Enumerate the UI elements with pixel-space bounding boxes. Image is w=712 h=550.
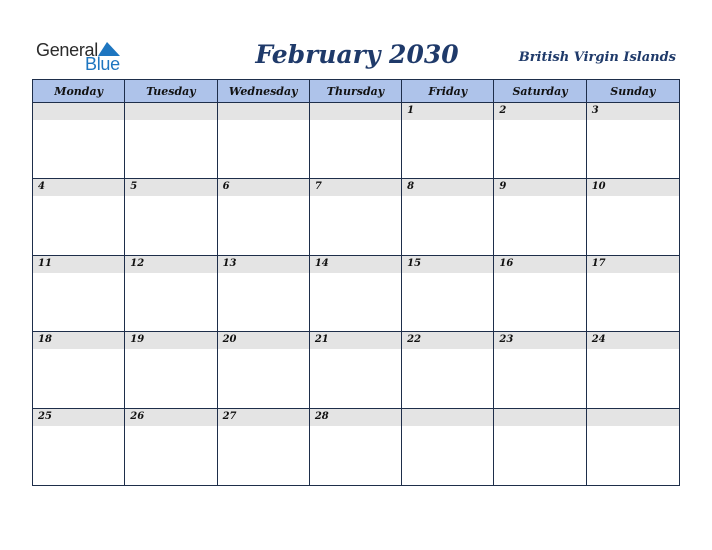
calendar-day-cell xyxy=(310,409,402,485)
day-number-band xyxy=(402,179,493,196)
weekday-header: Sunday xyxy=(587,80,679,103)
calendar-day-cell xyxy=(33,256,125,332)
calendar-day-cell xyxy=(402,332,494,408)
day-number: 24 xyxy=(591,334,606,346)
calendar-day-cell xyxy=(33,103,125,179)
day-number-band xyxy=(587,103,679,120)
calendar-day-cell xyxy=(587,332,679,408)
calendar-day-cell xyxy=(587,409,679,485)
day-number: 16 xyxy=(499,257,514,269)
calendar-day-cell xyxy=(402,103,494,179)
day-number: 1 xyxy=(407,105,415,116)
day-number: 5 xyxy=(130,181,138,193)
day-number: 2 xyxy=(499,105,507,116)
calendar-day-cell xyxy=(310,179,402,255)
calendar-day-cell xyxy=(218,256,310,332)
calendar-grid xyxy=(32,79,680,486)
calendar-day-cell xyxy=(587,103,679,179)
day-number: 18 xyxy=(38,334,52,346)
day-number-band xyxy=(218,103,309,120)
day-number: 19 xyxy=(130,334,145,346)
calendar-day-cell xyxy=(494,103,586,179)
calendar-day-cell xyxy=(494,256,586,332)
day-number-band xyxy=(494,103,585,120)
day-number: 23 xyxy=(499,334,514,346)
day-number: 21 xyxy=(314,334,329,346)
calendar-day-cell xyxy=(587,179,679,255)
calendar-day-cell xyxy=(310,332,402,408)
day-number-band xyxy=(33,179,124,196)
day-number: 7 xyxy=(314,181,322,193)
calendar-day-cell xyxy=(125,103,217,179)
weekday-header: Monday xyxy=(33,80,125,103)
calendar-day-cell xyxy=(494,179,586,255)
weekday-header: Friday xyxy=(402,80,494,103)
day-number: 4 xyxy=(38,181,45,193)
calendar-day-cell xyxy=(33,332,125,408)
calendar-day-cell xyxy=(218,179,310,255)
calendar-day-cell xyxy=(494,409,586,485)
calendar-day-cell xyxy=(402,409,494,485)
day-number-band xyxy=(310,179,401,196)
day-number: 9 xyxy=(499,181,507,193)
day-number: 26 xyxy=(130,410,145,422)
calendar-day-cell xyxy=(310,256,402,332)
day-number: 12 xyxy=(130,257,145,269)
calendar-day-cell xyxy=(218,409,310,485)
calendar-day-cell xyxy=(33,179,125,255)
calendar-day-cell xyxy=(310,103,402,179)
day-number: 25 xyxy=(38,410,52,422)
day-number: 15 xyxy=(407,257,422,269)
day-number: 10 xyxy=(591,181,606,193)
day-number-band xyxy=(33,103,124,120)
calendar-day-cell xyxy=(402,179,494,255)
day-number: 22 xyxy=(407,334,422,346)
weekday-header: Thursday xyxy=(310,80,402,103)
weekday-header: Tuesday xyxy=(125,80,217,103)
calendar-day-cell xyxy=(587,256,679,332)
day-number-band xyxy=(494,179,585,196)
calendar-day-cell xyxy=(125,409,217,485)
day-number: 8 xyxy=(407,181,415,193)
calendar-day-cell xyxy=(218,332,310,408)
day-number-band xyxy=(310,103,401,120)
weekday-header: Wednesday xyxy=(218,80,310,103)
day-number-band xyxy=(218,179,309,196)
country-name: British Virgin Islands xyxy=(518,50,676,65)
day-number-band xyxy=(402,409,493,426)
logo-word-blue: Blue xyxy=(85,54,120,74)
day-number: 28 xyxy=(314,410,329,422)
day-number: 27 xyxy=(222,410,237,422)
calendar-day-cell xyxy=(125,332,217,408)
day-number-band xyxy=(402,103,493,120)
calendar-day-cell xyxy=(33,409,125,485)
calendar-day-cell xyxy=(218,103,310,179)
day-number-band xyxy=(494,409,585,426)
calendar-day-cell xyxy=(125,179,217,255)
calendar-day-cell xyxy=(402,256,494,332)
day-number-band xyxy=(587,409,679,426)
weekday-header: Saturday xyxy=(494,80,586,103)
calendar-day-cell xyxy=(125,256,217,332)
day-number-band xyxy=(125,179,216,196)
calendar-day-cell xyxy=(494,332,586,408)
day-number: 20 xyxy=(222,334,237,346)
calendar-title: February 2030 xyxy=(255,40,459,69)
day-number-band xyxy=(125,103,216,120)
logo-word-general: General xyxy=(36,40,98,60)
day-number: 17 xyxy=(591,257,606,269)
day-number: 11 xyxy=(38,257,52,269)
day-number: 13 xyxy=(222,257,237,269)
day-number: 3 xyxy=(591,105,599,116)
day-number: 14 xyxy=(314,257,329,269)
day-number: 6 xyxy=(222,181,230,193)
